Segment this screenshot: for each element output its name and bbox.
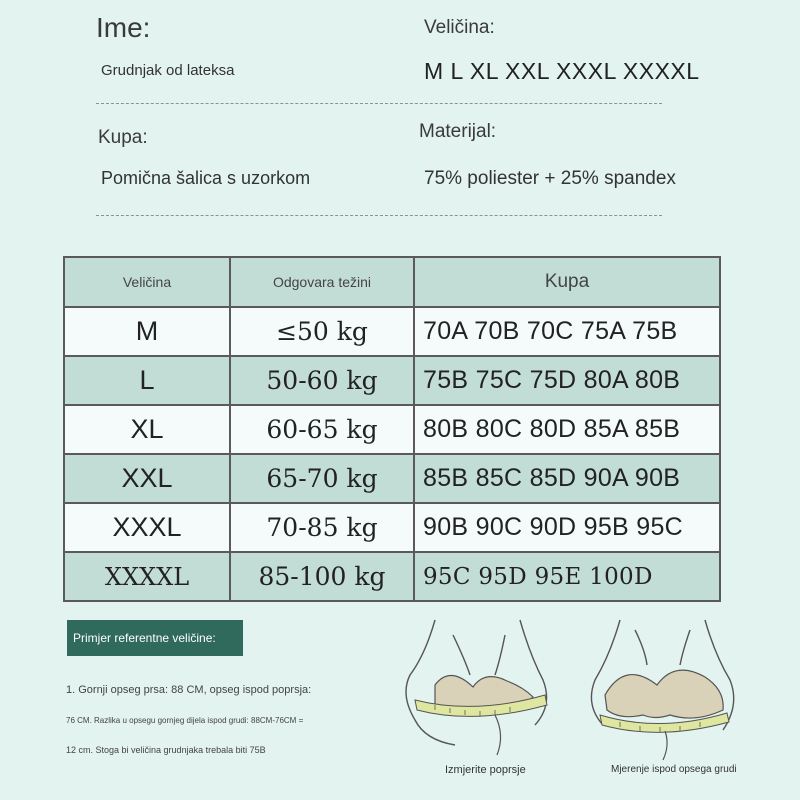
caption-measure-underbust: Mjerenje ispod opsega grudi <box>611 764 737 775</box>
row-size: XXL <box>64 454 230 503</box>
row-weight: 50-60 kg <box>230 356 414 405</box>
row-weight: 70-85 kg <box>230 503 414 552</box>
row-size: M <box>64 307 230 356</box>
reference-line-2: 76 CM. Razlika u opsegu gornjeg dijela ispod grudi: 88CM-76CM = <box>66 716 304 725</box>
header-cup: Kupa <box>414 257 720 307</box>
row-cups: 80B 80C 80D 85A 85B <box>414 405 720 454</box>
reference-line-3: 12 cm. Stoga bi veličina grudnjaka trebala biti 75B <box>66 745 266 755</box>
size-table <box>63 256 721 602</box>
row-weight: 65-70 kg <box>230 454 414 503</box>
caption-measure-bust: Izmjerite poprsje <box>445 764 526 776</box>
size-label: Veličina: <box>424 17 495 38</box>
cup-label: Kupa: <box>98 127 148 148</box>
table-row <box>64 552 720 601</box>
table-header-row <box>64 257 720 307</box>
measure-bust-illustration <box>395 615 555 765</box>
header-size: Veličina <box>64 257 230 307</box>
row-cups: 85B 85C 85D 90A 90B <box>414 454 720 503</box>
divider-top <box>96 103 662 104</box>
measure-underbust-illustration <box>575 615 745 765</box>
sizes-list: M L XL XXL XXXL XXXXL <box>424 58 700 84</box>
material-label: Materijal: <box>419 121 497 142</box>
row-size: XL <box>64 405 230 454</box>
name-label: Ime: <box>96 12 151 43</box>
table-row <box>64 503 720 552</box>
row-size: L <box>64 356 230 405</box>
table-row <box>64 307 720 356</box>
reference-title: Primjer referentne veličine: <box>67 620 243 656</box>
row-size: XXXL <box>64 503 230 552</box>
table-row <box>64 356 720 405</box>
header-weight: Odgovara težini <box>230 257 414 307</box>
row-cups: 90B 90C 90D 95B 95C <box>414 503 720 552</box>
cup-value: Pomična šalica s uzorkom <box>101 168 311 188</box>
row-cups: 95C 95D 95E 100D <box>414 552 720 601</box>
material-value: 75% poliester + 25% spandex <box>424 168 676 189</box>
table-row <box>64 405 720 454</box>
divider-bottom <box>96 215 662 216</box>
row-weight: 85-100 kg <box>230 552 414 601</box>
table-row <box>64 454 720 503</box>
row-cups: 70A 70B 70C 75A 75B <box>414 307 720 356</box>
row-cups: 75B 75C 75D 80A 80B <box>414 356 720 405</box>
row-weight: 60-65 kg <box>230 405 414 454</box>
row-weight: ≤50 kg <box>230 307 414 356</box>
name-value: Grudnjak od lateksa <box>101 62 235 79</box>
reference-line-1: 1. Gornji opseg prsa: 88 CM, opseg ispod poprsja: <box>66 684 312 696</box>
row-size: XXXXL <box>64 552 230 601</box>
